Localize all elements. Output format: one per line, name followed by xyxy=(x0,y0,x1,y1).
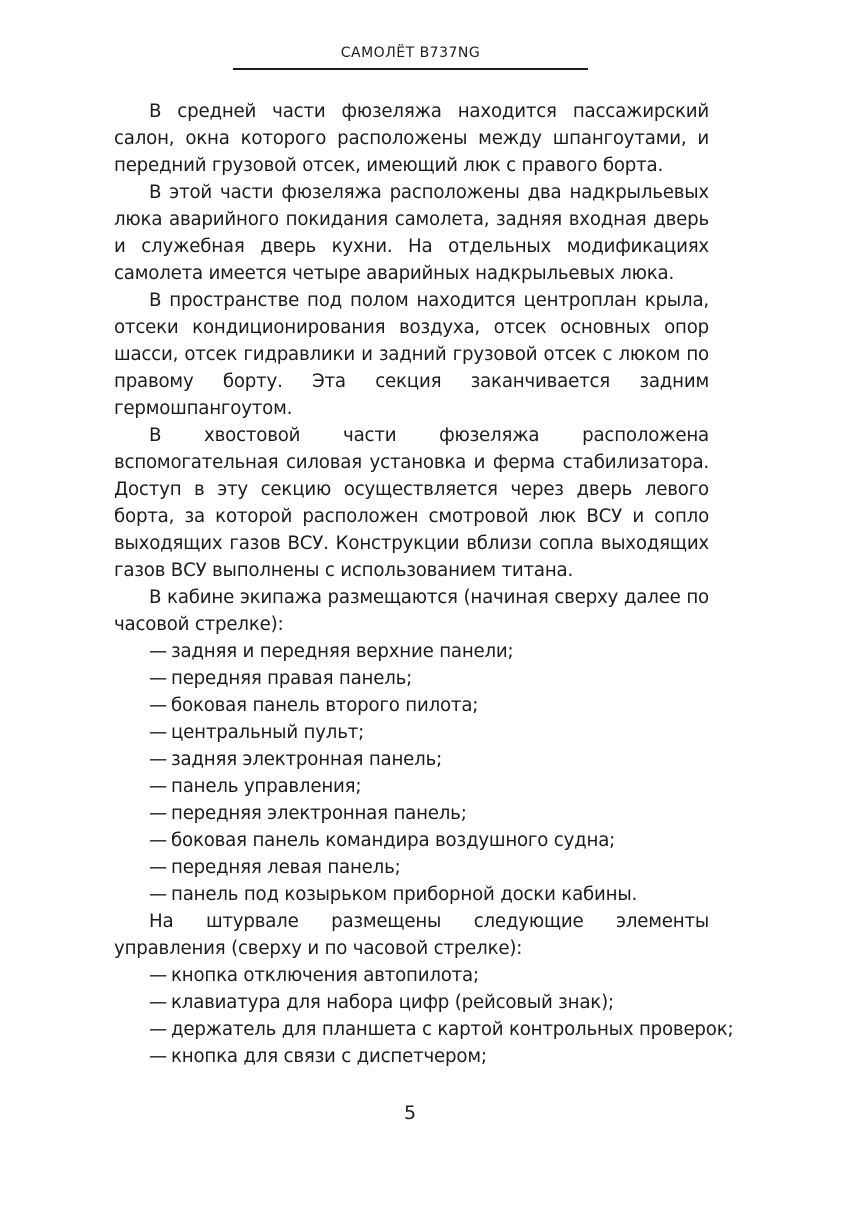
list-item-text: боковая панель командира воздушного судна; xyxy=(171,830,616,851)
list-item-text: панель управления; xyxy=(171,776,362,797)
paragraph: В средней части фюзеляжа находится пассажирский салон, окна которого расположены между шпангоутами, и передний грузовой отсек, имеющий люк с правого борта. xyxy=(114,101,709,176)
cabin-panels-list xyxy=(114,638,709,908)
list-marker: — xyxy=(149,884,167,905)
list-marker: — xyxy=(149,641,167,662)
list-item-text: панель под козырьком приборной доски кабины. xyxy=(171,884,638,905)
list-marker: — xyxy=(149,776,167,797)
list-item-text: передняя электронная панель; xyxy=(171,803,467,824)
list-marker: — xyxy=(149,1046,167,1067)
list-item xyxy=(149,854,709,881)
running-head: САМОЛЁТ B737NG xyxy=(340,45,481,61)
paragraph: В пространстве под полом находится центроплан крыла, отсеки кондиционирования воздуха, отсек основных опор шасси, отсек гидравлики и задний грузовой отсек с люком по правому борту. Эта секция заканчивается задним гермошпангоутом. xyxy=(114,290,709,419)
list-item-text: кнопка отключения автопилота; xyxy=(171,965,479,986)
list-item-text: центральный пульт; xyxy=(171,722,365,743)
list-marker: — xyxy=(149,722,167,743)
list-item-text: задняя и передняя верхние панели; xyxy=(171,641,514,662)
list-item-text: держатель для планшета с картой контрольных проверок; xyxy=(171,1019,734,1040)
list-item-text: передняя левая панель; xyxy=(171,857,401,878)
list-item xyxy=(149,719,709,746)
list-item xyxy=(149,665,709,692)
list-marker: — xyxy=(149,1019,167,1040)
list-item xyxy=(149,1016,734,1043)
list-marker: — xyxy=(149,749,167,770)
paragraph: На штурвале размещены следующие элементы управления (сверху и по часовой стрелке): xyxy=(114,911,709,959)
header-rule xyxy=(233,68,588,70)
list-item-text: клавиатура для набора цифр (рейсовый знак); xyxy=(171,992,614,1013)
list-marker: — xyxy=(149,965,167,986)
list-marker: — xyxy=(149,857,167,878)
paragraph: В хвостовой части фюзеляжа расположена вспомогательная силовая установка и ферма стабилизатора. Доступ в эту секцию осуществляется через дверь левого борта, за которой расположен смотровой люк ВСУ и сопло выходящих газов ВСУ. Конструкции вблизи сопла выходящих газов ВСУ выполнены с использованием титана. xyxy=(114,425,709,581)
page-number: 5 xyxy=(403,1102,417,1124)
list-marker: — xyxy=(149,830,167,851)
list-item-text: кнопка для связи с диспетчером; xyxy=(171,1046,487,1067)
list-item xyxy=(149,989,709,1016)
list-item-text: боковая панель второго пилота; xyxy=(171,695,479,716)
list-marker: — xyxy=(149,668,167,689)
list-item xyxy=(149,827,709,854)
paragraph: В этой части фюзеляжа расположены два надкрыльевых люка аварийного покидания самолета, задняя входная дверь и служебная дверь кухни. На отдельных модификациях самолета имеется четыре аварийных надкрыльевых люка. xyxy=(114,182,709,284)
paragraph: В кабине экипажа размещаются (начиная сверху далее по часовой стрелке): xyxy=(114,587,709,635)
list-item xyxy=(149,638,709,665)
list-marker: — xyxy=(149,992,167,1013)
list-item-text: задняя электронная панель; xyxy=(171,749,443,770)
list-marker: — xyxy=(149,695,167,716)
list-item-text: передняя правая панель; xyxy=(171,668,413,689)
list-item xyxy=(149,692,709,719)
list-marker: — xyxy=(149,803,167,824)
yoke-controls-list xyxy=(114,962,734,1070)
list-item xyxy=(149,800,709,827)
list-item xyxy=(149,746,709,773)
page-body xyxy=(114,98,734,1070)
list-item xyxy=(149,1043,709,1070)
list-item xyxy=(149,962,709,989)
list-item xyxy=(149,881,709,908)
list-item xyxy=(149,773,709,800)
